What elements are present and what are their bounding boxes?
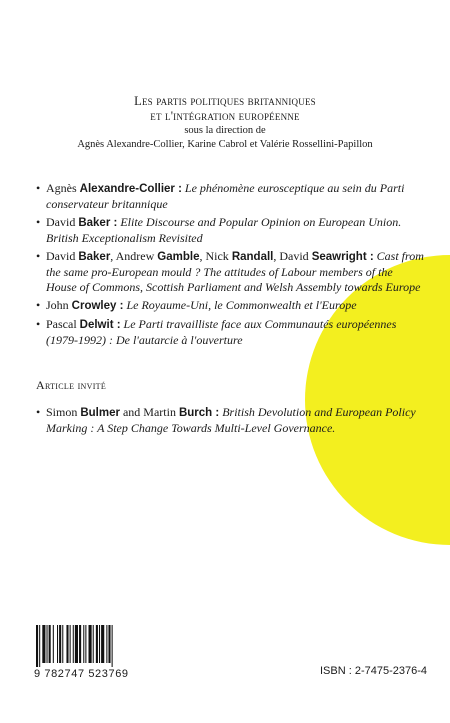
author-surname: Crowley : (71, 300, 124, 312)
entry-authors (46, 249, 374, 263)
author-part: Pascal (46, 317, 80, 331)
author-surname: Gamble (157, 251, 200, 263)
entry-authors (46, 181, 182, 195)
entry-title: Cast from the same pro-European mould ? The attitudes of Labour members of the House of Commons, Scottish Parliament and Welsh Assembly towards Europe (46, 249, 424, 294)
barcode-digits: 9 782747 523769 (34, 668, 129, 680)
contents-entry (36, 215, 426, 246)
entry-authors (46, 317, 121, 331)
entry-title: Le Royaume-Uni, le Commonwealth et l'Europe (123, 298, 357, 312)
author-part: , Nick (199, 249, 232, 263)
entry-title: Le phénomène eurosceptique au sein du Parti conservateur britannique (46, 181, 405, 211)
author-part: and Martin (119, 405, 179, 419)
author-surname: Burch : (178, 407, 220, 419)
author-part: Agnès (46, 181, 80, 195)
author-surname: Randall (231, 251, 274, 263)
author-surname: Baker : (78, 217, 118, 229)
barcode-icon (34, 625, 146, 667)
entry-authors (46, 215, 117, 229)
contents-entry (36, 317, 426, 348)
entry-authors (46, 298, 123, 312)
author-part: , David (273, 249, 312, 263)
header-direction-line: sous la direction de (184, 125, 266, 136)
author-surname: Alexandre-Collier : (79, 183, 182, 195)
entry-title: Elite Discourse and Popular Opinion on European Union. British Exceptionalism Revisited (46, 215, 402, 245)
contents-entry (36, 249, 426, 295)
author-part: John (46, 298, 72, 312)
entry-title: Le Parti travailliste face aux Communautés européennes (1979-1992) : De l'autarcie à l'ouverture (46, 317, 397, 347)
author-surname: Seawright : (311, 251, 374, 263)
author-part: David (46, 249, 79, 263)
header-editors-line: Agnès Alexandre-Collier, Karine Cabrol et Valérie Rossellini-Papillon (77, 139, 373, 150)
author-surname: Bulmer (80, 407, 120, 419)
author-part: Simon (46, 405, 81, 419)
entry-title: British Devolution and European Policy Marking : A Step Change Towards Multi-Level Governance. (46, 405, 416, 435)
contents-entry (36, 181, 426, 212)
section-title-invited-article: Article invité (36, 378, 107, 392)
author-part: David (46, 215, 79, 229)
author-part: , Andrew (110, 249, 158, 263)
author-surname: Delwit : (79, 319, 121, 331)
header-title-line-1: Les partis politiques britanniques (134, 94, 316, 108)
contents-entry (36, 298, 426, 314)
isbn-number: ISBN : 2-7475-2376-4 (320, 665, 428, 677)
header-title-line-2: et l'intégration européenne (150, 109, 300, 123)
book-header (0, 94, 450, 152)
author-surname: Baker (78, 251, 111, 263)
invited-article-entry (36, 405, 441, 436)
barcode-block (34, 625, 146, 680)
contents-list (36, 181, 426, 351)
entry-authors (46, 405, 219, 419)
